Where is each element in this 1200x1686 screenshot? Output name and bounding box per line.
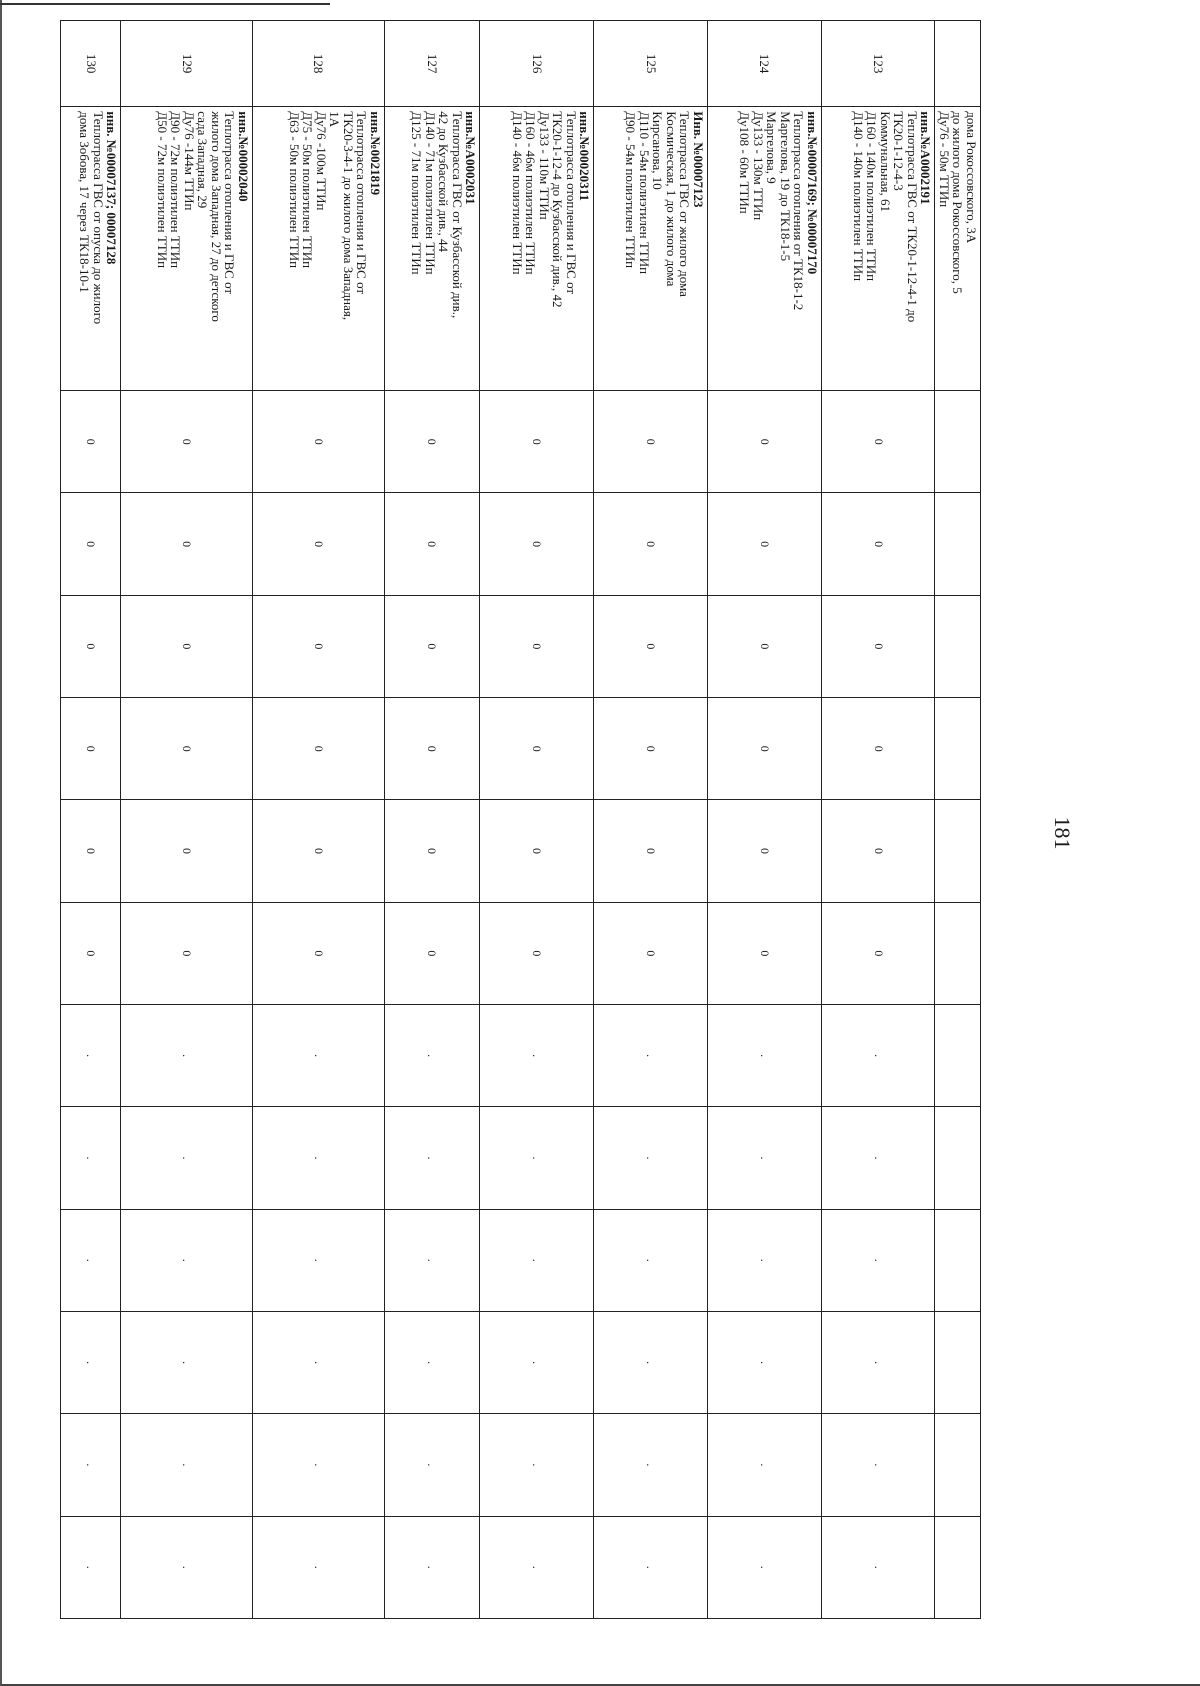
pipeline-details: Теплотрасса ГВС от Кузбасской див., 42 до Кузбасской див., 44 Д140 - 71м полиэтилен ТТИп Д125 - 71м полиэтилен ТТИп <box>409 111 465 319</box>
value-cell: 0 <box>480 595 594 697</box>
value-cell: 0 <box>384 493 480 595</box>
row-description <box>480 107 594 391</box>
value-cell: 0 <box>707 493 821 595</box>
value-cell: 0 <box>707 391 821 493</box>
value-cell: 0 <box>707 902 821 1004</box>
dot-cell: . <box>480 1311 594 1413</box>
dot-cell: . <box>121 1516 253 1618</box>
value-cell: 0 <box>121 800 253 902</box>
table-body <box>61 21 981 1619</box>
cell-empty <box>935 800 981 902</box>
cell-empty <box>935 391 981 493</box>
value-cell: 0 <box>384 800 480 902</box>
value-cell: 0 <box>594 595 708 697</box>
value-cell: 0 <box>594 902 708 1004</box>
dot-cell: . <box>480 1107 594 1209</box>
value-cell: 0 <box>594 698 708 800</box>
value-cell: 0 <box>384 391 480 493</box>
dot-cell: . <box>121 1005 253 1107</box>
dot-cell: . <box>121 1414 253 1516</box>
value-cell: 0 <box>707 595 821 697</box>
dot-cell: . <box>594 1209 708 1311</box>
dot-cell: . <box>707 1107 821 1209</box>
inventory-number: инв.№0021819 <box>367 111 383 196</box>
value-cell: 0 <box>480 800 594 902</box>
cell-empty <box>935 1005 981 1107</box>
value-cell: 0 <box>252 698 384 800</box>
dot-cell: . <box>121 1311 253 1413</box>
value-cell: 0 <box>594 391 708 493</box>
row-number: 126 <box>480 21 594 107</box>
dot-cell: . <box>480 1516 594 1618</box>
dot-cell: . <box>480 1209 594 1311</box>
value-cell: 0 <box>121 391 253 493</box>
value-cell: 0 <box>821 595 935 697</box>
row-number: 123 <box>821 21 935 107</box>
value-cell: 0 <box>252 493 384 595</box>
cell-empty <box>935 493 981 595</box>
row-number: 130 <box>61 21 121 107</box>
value-cell: 0 <box>480 902 594 1004</box>
pipeline-details: Теплотрасса отопления и ГВС от жилого дома Западная, 27 до детского сада Западная, 29 Ду76 -144м ТТИп Д90 - 72м полиэтилен ТТИп Д50 - 72м полиэтилен ТТИп <box>154 111 238 322</box>
value-cell: 0 <box>384 595 480 697</box>
row-number: 127 <box>384 21 480 107</box>
value-cell: 0 <box>821 391 935 493</box>
value-cell: 0 <box>594 800 708 902</box>
inventory-number: инв.№А0002191 <box>918 111 934 205</box>
dot-cell: . <box>252 1414 384 1516</box>
dot-cell: . <box>252 1005 384 1107</box>
value-cell: 0 <box>480 698 594 800</box>
continuation-text: дома Рокоссовского, 3А до жилого дома Рокоссовского, 5 Ду76 - 50м ТТИп <box>935 107 981 391</box>
row-number: 124 <box>707 21 821 107</box>
value-cell: 0 <box>121 595 253 697</box>
dot-cell: . <box>61 1311 121 1413</box>
row-description <box>121 107 253 391</box>
row-number: 128 <box>252 21 384 107</box>
value-cell: 0 <box>61 800 121 902</box>
table-row <box>252 21 384 1619</box>
rotated-table-container <box>60 20 981 1619</box>
value-cell: 0 <box>594 493 708 595</box>
dot-cell: . <box>61 1107 121 1209</box>
dot-cell: . <box>252 1516 384 1618</box>
inventory-number: Инв. №00007123 <box>690 111 706 208</box>
cell-empty <box>935 902 981 1004</box>
dot-cell: . <box>707 1414 821 1516</box>
row-number: 129 <box>121 21 253 107</box>
dot-cell: . <box>61 1209 121 1311</box>
inventory-number: инв.№00007169; №00007170 <box>804 111 820 275</box>
cell-empty <box>935 1311 981 1413</box>
cell-empty <box>935 1516 981 1618</box>
dot-cell: . <box>707 1209 821 1311</box>
pipeline-details: Теплотрасса ГВС от опуска до жилого дома Зобова, 17 через ТК18-10-1 <box>77 111 106 325</box>
dot-cell: . <box>707 1516 821 1618</box>
dot-cell: . <box>707 1005 821 1107</box>
inventory-number: инв.№00002040 <box>235 111 251 202</box>
value-cell: 0 <box>821 902 935 1004</box>
dot-cell: . <box>594 1107 708 1209</box>
dot-cell: . <box>61 1516 121 1618</box>
dot-cell: . <box>594 1414 708 1516</box>
table-row <box>61 21 121 1619</box>
dot-cell: . <box>480 1005 594 1107</box>
pipeline-details: Теплотрасса отопления от ТК18-1-2 Маргелова, 19 до ТК18-1-5 Маргелова, 9 Ду133 - 130м ТТИп Ду108 - 60м ТТИп <box>737 111 807 311</box>
value-cell: 0 <box>821 800 935 902</box>
value-cell: 0 <box>121 493 253 595</box>
cell-empty <box>935 595 981 697</box>
dot-cell: . <box>594 1516 708 1618</box>
dot-cell: . <box>821 1516 935 1618</box>
table-row <box>480 21 594 1619</box>
dot-cell: . <box>594 1311 708 1413</box>
dot-cell: . <box>252 1311 384 1413</box>
row-description <box>384 107 480 391</box>
dot-cell: . <box>384 1005 480 1107</box>
dot-cell: . <box>480 1414 594 1516</box>
inventory-number: инв. №00007137; 00007128 <box>104 111 120 265</box>
heat-network-table <box>60 20 981 1619</box>
dot-cell: . <box>707 1311 821 1413</box>
table-row <box>594 21 708 1619</box>
dot-cell: . <box>384 1107 480 1209</box>
dot-cell: . <box>594 1005 708 1107</box>
cell-empty <box>935 21 981 107</box>
row-description <box>252 107 384 391</box>
cell-empty <box>935 698 981 800</box>
value-cell: 0 <box>821 698 935 800</box>
dot-cell: . <box>61 1005 121 1107</box>
dot-cell: . <box>821 1414 935 1516</box>
dot-cell: . <box>821 1209 935 1311</box>
cell-empty <box>935 1107 981 1209</box>
dot-cell: . <box>252 1107 384 1209</box>
dot-cell: . <box>821 1311 935 1413</box>
value-cell: 0 <box>821 493 935 595</box>
dot-cell: . <box>61 1414 121 1516</box>
value-cell: 0 <box>384 698 480 800</box>
dot-cell: . <box>121 1209 253 1311</box>
value-cell: 0 <box>61 391 121 493</box>
row-description <box>707 107 821 391</box>
row-description <box>61 107 121 391</box>
value-cell: 0 <box>707 800 821 902</box>
table-row <box>121 21 253 1619</box>
value-cell: 0 <box>61 493 121 595</box>
pipeline-details: Теплотрасса отопления и ГВС от ТК20-3-4-1 до жилого дома Западная, 1А Ду76 -100м ТТИп Д75 - 50м полиэтилен ТТИп Д63 - 50м полиэтилен ТТИп <box>286 111 370 321</box>
value-cell: 0 <box>252 902 384 1004</box>
value-cell: 0 <box>61 698 121 800</box>
value-cell: 0 <box>480 391 594 493</box>
table-row <box>707 21 821 1619</box>
pipeline-details: Теплотрасса ГВС от ТК20-1-12-4-1 до ТК20-1-12-4-3 Коммунальная, 61 Д160 - 140м полиэтилен ТТИп Д140 - 140м полиэтилен ТТИп <box>851 111 920 323</box>
cell-empty <box>935 1209 981 1311</box>
dot-cell: . <box>821 1107 935 1209</box>
value-cell: 0 <box>121 902 253 1004</box>
value-cell: 0 <box>384 902 480 1004</box>
dot-cell: . <box>121 1107 253 1209</box>
row-description <box>821 107 935 391</box>
value-cell: 0 <box>61 902 121 1004</box>
value-cell: 0 <box>121 698 253 800</box>
table-row <box>384 21 480 1619</box>
value-cell: 0 <box>252 595 384 697</box>
dot-cell: . <box>384 1414 480 1516</box>
inventory-number: инв.№А0002031 <box>463 111 479 205</box>
pipeline-details: Теплотрасса ГВС от жилого дома Космическая, 1 до жилого дома Кирсанова, 10 Д110 - 54м полиэтилен ТТИп Д90 - 54м полиэтилен ТТИп <box>623 111 693 297</box>
dot-cell: . <box>384 1209 480 1311</box>
table-row-continuation <box>935 21 981 1619</box>
pipeline-details: Теплотрасса отопления и ГВС от ТК20-1-12-4 до Кузбасской див., 42 Ду133 - 110м ТТИп Д160 - 46м полиэтилен ТТИп Д140 - 46м полиэтилен ТТИп <box>509 111 579 308</box>
value-cell: 0 <box>252 391 384 493</box>
cell-empty <box>935 1414 981 1516</box>
dot-cell: . <box>384 1516 480 1618</box>
page-number: 181 <box>1050 816 1075 850</box>
value-cell: 0 <box>707 698 821 800</box>
value-cell: 0 <box>61 595 121 697</box>
dot-cell: . <box>821 1005 935 1107</box>
dot-cell: . <box>252 1209 384 1311</box>
table-row <box>821 21 935 1619</box>
value-cell: 0 <box>252 800 384 902</box>
inventory-number: инв.№00020311 <box>577 111 593 201</box>
row-number: 125 <box>594 21 708 107</box>
dot-cell: . <box>384 1311 480 1413</box>
row-description <box>594 107 708 391</box>
scan-edge-line <box>0 3 330 5</box>
value-cell: 0 <box>480 493 594 595</box>
